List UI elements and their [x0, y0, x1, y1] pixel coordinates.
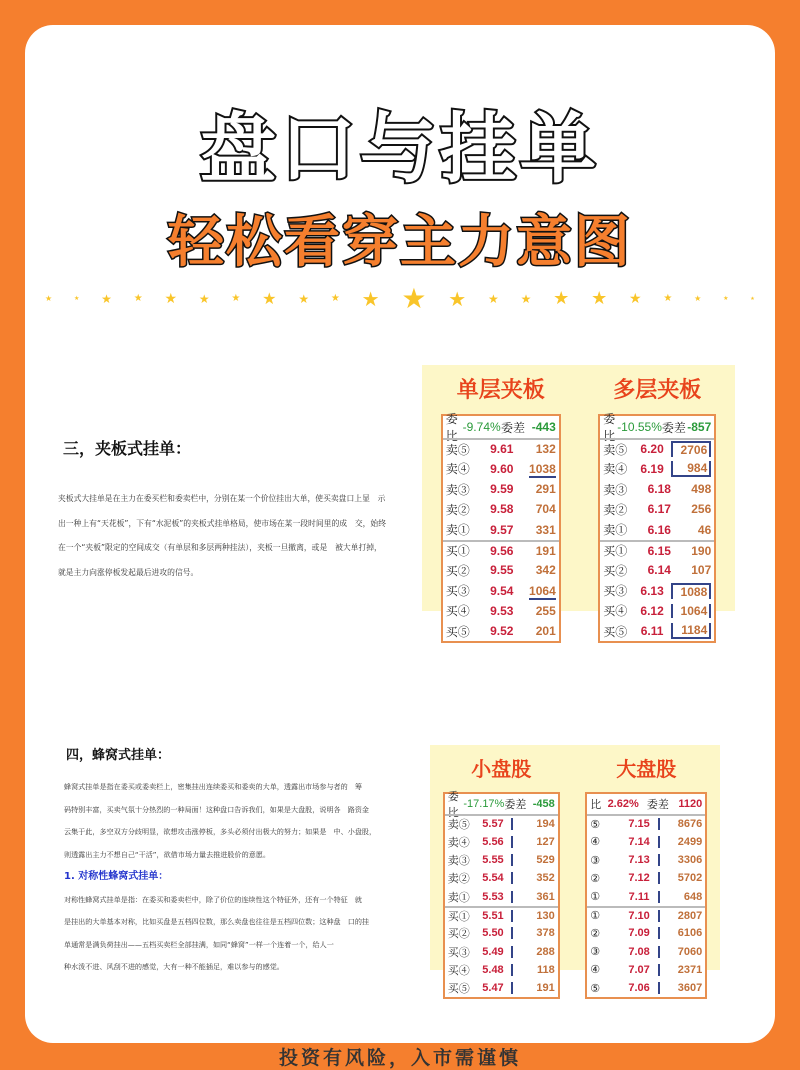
- order-book-title: 多层夹板: [613, 378, 702, 403]
- volume-value: 378: [536, 927, 555, 940]
- level-label: 卖③: [603, 482, 628, 497]
- level-label: 卖①: [445, 523, 470, 538]
- volume-value: 288: [536, 945, 555, 958]
- volume: [524, 482, 556, 496]
- level-label: 卖②: [445, 502, 470, 517]
- level-label: 买③: [447, 946, 470, 959]
- level-label: 卖④: [447, 836, 470, 849]
- volume: [524, 523, 556, 537]
- level-label: 卖③: [447, 855, 470, 868]
- level-label: ⑤: [590, 982, 601, 995]
- volume: [681, 523, 711, 537]
- page-subtitle: 轻松看穿主力意图: [168, 210, 632, 275]
- star-icon: ★: [298, 292, 310, 306]
- ratio-label: 委比: [445, 412, 458, 444]
- text-line: 就是主力向涨停板发起最后进攻的信号。: [58, 567, 199, 577]
- volume-value: 191: [536, 982, 555, 995]
- order-row: [445, 979, 558, 997]
- sub-heading: 1. 对称性蜂窝式挂单：: [64, 871, 169, 882]
- ratio-label: 委比: [447, 791, 459, 820]
- order-book: [441, 373, 561, 639]
- price: 5.54: [482, 872, 504, 885]
- level-label: 卖②: [603, 502, 628, 517]
- level-label: 买③: [603, 584, 628, 599]
- volume: [524, 604, 556, 618]
- price: 5.49: [482, 945, 504, 958]
- price: 6.13: [640, 583, 664, 598]
- price: 9.55: [490, 563, 514, 578]
- volume: [658, 818, 702, 830]
- volume-value: 194: [536, 818, 555, 831]
- ratio-value: -17.17%: [463, 798, 505, 811]
- level-label: 买①: [447, 910, 470, 923]
- level-label: 买④: [445, 604, 470, 619]
- volume: [681, 502, 711, 516]
- order-row: [600, 479, 714, 499]
- volume-value: 255: [535, 603, 556, 618]
- order-book-table: [443, 792, 560, 999]
- price: 9.59: [490, 482, 514, 497]
- order-row: [600, 621, 714, 641]
- volume-value: 342: [535, 563, 556, 578]
- section3-text: [58, 487, 414, 585]
- price: 6.11: [640, 624, 664, 639]
- level-label: 买①: [445, 544, 470, 559]
- text-line: 云集于此，多空双方分歧明显，欲想攻击涨停板，多头必须付出极大的努力；如果是 中、小盘股，: [64, 827, 377, 836]
- volume: [511, 910, 555, 922]
- order-book-title: 小盘股: [471, 757, 532, 781]
- order-book-table: [598, 414, 716, 643]
- risk-footer: 投资有风险，入市需谨慎: [278, 1047, 521, 1069]
- price: 6.14: [647, 563, 671, 578]
- star-icon: ★: [133, 293, 143, 304]
- volume: [511, 891, 555, 903]
- price: 7.12: [628, 872, 650, 885]
- price: 7.10: [628, 909, 650, 922]
- order-row: [443, 621, 559, 641]
- order-row: [600, 560, 714, 580]
- order-row: [443, 499, 559, 519]
- star-icon: ★: [101, 292, 112, 306]
- volume-value: 8676: [677, 818, 703, 831]
- order-row: [445, 942, 558, 960]
- order-row: [443, 438, 559, 458]
- volume: [671, 441, 711, 457]
- order-row: [445, 924, 558, 942]
- volume: [681, 482, 711, 496]
- volume: [658, 964, 702, 976]
- volume: [658, 946, 702, 958]
- order-row: [445, 887, 558, 905]
- order-row: [600, 580, 714, 600]
- text-line: 蜂窝式挂单是指在委买或委卖栏上，密集挂出连续委买和委卖的大单，透露出市场参与者的 筹: [64, 782, 362, 791]
- level-label: 卖①: [447, 891, 470, 904]
- star-icon: ★: [591, 288, 608, 309]
- order-row: [445, 814, 558, 832]
- level-label: 卖①: [603, 523, 628, 538]
- order-book-table: [585, 792, 707, 999]
- ratio-row: [587, 794, 705, 814]
- price: 9.58: [490, 502, 514, 517]
- price: 5.56: [482, 835, 504, 848]
- level-label: ③: [590, 946, 601, 959]
- level-label: 买④: [603, 604, 628, 619]
- volume-value: 498: [691, 482, 712, 497]
- volume: [658, 982, 702, 994]
- price: 6.12: [640, 603, 664, 618]
- price: 5.57: [482, 818, 504, 831]
- volume: [671, 583, 711, 599]
- price: 5.53: [482, 890, 504, 903]
- price: 6.19: [640, 461, 664, 476]
- text-line: 出一种上有“天花板”，下有“水泥板”的夹板式挂单格局，使市场在某一段时间里的成 交，始终: [58, 518, 387, 528]
- volume: [524, 544, 556, 558]
- ratio-row: [445, 791, 558, 820]
- price: 7.07: [628, 963, 650, 976]
- order-row: [443, 580, 559, 600]
- volume-value: 190: [691, 543, 712, 558]
- star-icon: ★: [520, 292, 532, 306]
- price: 7.13: [628, 854, 650, 867]
- order-row: [587, 887, 705, 905]
- level-label: 卖②: [447, 873, 470, 886]
- price: 5.48: [482, 963, 504, 976]
- price: 9.60: [490, 461, 514, 476]
- star-icon: ★: [553, 288, 570, 309]
- volume-value: 201: [535, 624, 556, 639]
- volume: [671, 604, 711, 618]
- order-book: [598, 373, 716, 639]
- order-row: [443, 519, 559, 539]
- order-book: [585, 753, 707, 995]
- volume-value: 2371: [677, 963, 703, 976]
- panel-clamp: [422, 365, 735, 639]
- ratio-row: [443, 412, 559, 444]
- price: 7.08: [628, 945, 650, 958]
- volume-value: 7060: [677, 945, 703, 958]
- ratio-value: -10.55%: [617, 420, 662, 435]
- price: 7.09: [628, 927, 650, 940]
- text-line: 是挂出的大单基本对称，比如买盘是五档四位数，那么卖盘也往往是五档四位数；这种盘 口的挂: [64, 917, 370, 926]
- level-label: ④: [590, 964, 601, 977]
- order-row: [587, 924, 705, 942]
- star-icon: ★: [361, 287, 380, 311]
- ratio-value: 2.62%: [607, 798, 639, 811]
- level-label: ④: [590, 836, 601, 849]
- volume: [511, 854, 555, 866]
- star-icon: ★: [723, 295, 729, 302]
- volume: [511, 872, 555, 884]
- volume-value: 331: [535, 522, 556, 537]
- volume: [681, 544, 711, 558]
- star-icon: ★: [330, 293, 340, 304]
- volume: [511, 836, 555, 848]
- order-row: [443, 540, 559, 560]
- volume-value: 1064: [529, 583, 556, 598]
- volume: [671, 623, 711, 639]
- level-label: 卖③: [445, 482, 470, 497]
- order-row: [600, 601, 714, 621]
- price: 9.52: [490, 624, 514, 639]
- order-row: [600, 519, 714, 539]
- level-label: 卖④: [603, 462, 628, 477]
- order-row: [443, 560, 559, 580]
- volume: [511, 818, 555, 830]
- text-line: 种水泼不进、风刮不进的感觉，大有一种不能插足，难以参与的感觉。: [64, 962, 284, 971]
- price: 9.53: [490, 603, 514, 618]
- volume-value: 118: [537, 963, 555, 976]
- level-label: ②: [590, 927, 601, 940]
- text-line: 码特别丰富，买卖气氛十分热烈的一种局面！这种盘口告诉我们，如果是大盘股，说明各 路资金: [64, 804, 370, 814]
- order-row: [587, 869, 705, 887]
- diff-value: -443: [531, 420, 556, 435]
- level-label: 买①: [603, 544, 628, 559]
- level-label: 卖⑤: [445, 442, 470, 457]
- price: 6.16: [647, 522, 671, 537]
- price: 5.55: [482, 854, 504, 867]
- volume-value: 2706: [680, 443, 708, 458]
- order-row: [587, 906, 705, 924]
- order-book: [443, 753, 560, 996]
- level-label: 卖⑤: [603, 442, 628, 457]
- order-row: [587, 942, 705, 960]
- level-label: 买③: [445, 584, 470, 599]
- volume-value: 132: [535, 442, 556, 457]
- volume-value: 107: [691, 563, 712, 578]
- text-line: 夹板式大挂单是在主力在委买栏和委卖栏中，分别在某一个价位挂出大单，使买卖盘口上显 示: [58, 494, 386, 503]
- volume: [671, 461, 711, 477]
- text-line: 单通常是满负荷挂出——五档买卖栏全部挂满，如同“蜂窝”一样一个连着一个，给人一: [64, 939, 334, 949]
- price: 9.56: [490, 543, 514, 558]
- volume-value: 529: [536, 854, 555, 867]
- price: 7.15: [628, 818, 650, 831]
- ratio-label: 比: [590, 799, 602, 812]
- star-icon: ★: [198, 292, 210, 306]
- volume: [511, 964, 555, 976]
- volume: [658, 927, 702, 939]
- volume: [524, 563, 556, 577]
- volume-value: 648: [683, 890, 703, 903]
- level-label: ①: [590, 891, 601, 904]
- order-row: [443, 459, 559, 479]
- price: 7.06: [628, 982, 650, 995]
- volume: [658, 872, 702, 884]
- volume: [511, 927, 555, 939]
- section4-text: [64, 776, 414, 979]
- price: 6.20: [640, 442, 664, 457]
- order-book-title: 大盘股: [616, 757, 677, 781]
- price: 5.51: [482, 909, 504, 922]
- volume: [658, 836, 702, 848]
- star-icon: ★: [488, 292, 499, 306]
- volume-value: 1184: [681, 623, 708, 638]
- volume: [511, 982, 555, 994]
- diff-label: 委差: [646, 799, 669, 812]
- price: 9.57: [490, 522, 514, 537]
- order-row: [600, 459, 714, 479]
- volume-value: 361: [536, 890, 555, 903]
- volume-value: 46: [697, 522, 712, 537]
- diff-value: -857: [687, 420, 712, 435]
- volume-value: 291: [535, 482, 556, 497]
- volume: [524, 462, 556, 476]
- level-label: 买②: [603, 563, 628, 578]
- order-row: [445, 869, 558, 887]
- order-row: [443, 601, 559, 621]
- volume-value: 130: [536, 909, 555, 922]
- order-row: [587, 814, 705, 832]
- diff-label: 委差: [661, 420, 686, 435]
- volume-value: 984: [687, 460, 708, 475]
- star-icon: ★: [73, 295, 80, 302]
- order-row: [587, 961, 705, 979]
- section4-heading: 四，蜂窝式挂单：: [66, 748, 171, 763]
- volume-value: 704: [535, 502, 556, 517]
- volume-value: 6106: [677, 927, 703, 940]
- page-title: 盘口与挂单: [200, 104, 600, 193]
- volume: [658, 891, 702, 903]
- diff-value: -458: [532, 798, 555, 811]
- volume: [658, 910, 702, 922]
- price: 9.61: [490, 442, 514, 457]
- level-label: 卖④: [445, 462, 470, 477]
- star-icon: ★: [448, 287, 467, 311]
- ratio-row: [600, 412, 714, 444]
- star-icon: ★: [694, 294, 702, 303]
- order-row: [600, 438, 714, 458]
- order-row: [445, 906, 558, 924]
- volume-value: 256: [691, 502, 712, 517]
- order-row: [443, 479, 559, 499]
- volume-value: 191: [535, 543, 556, 558]
- level-label: 买⑤: [445, 624, 470, 639]
- price: 6.18: [647, 482, 671, 497]
- volume-value: 2499: [677, 835, 703, 848]
- price: 9.54: [490, 583, 514, 598]
- volume: [524, 442, 556, 456]
- volume: [524, 624, 556, 638]
- star-divider: [45, 282, 755, 315]
- level-label: 买⑤: [447, 983, 470, 996]
- order-row: [445, 961, 558, 979]
- volume-value: 127: [536, 835, 555, 848]
- star-icon: ★: [401, 282, 427, 315]
- text-line: 则透露出主力不想自己“干活”，欲借市场力量去推进股价的意愿。: [64, 849, 270, 859]
- star-icon: ★: [262, 289, 277, 308]
- star-icon: ★: [45, 294, 53, 303]
- volume-value: 1064: [680, 603, 708, 618]
- ratio-label: 委比: [603, 412, 616, 444]
- text-line: 对称性蜂窝式挂单是指：在委买和委卖栏中，除了价位的连续性这个特征外，还有一个特征 就: [64, 894, 362, 904]
- volume-value: 2807: [677, 909, 703, 922]
- volume-value: 5702: [677, 872, 703, 885]
- level-label: ②: [590, 872, 601, 885]
- level-label: 买②: [445, 563, 470, 578]
- order-book-table: [441, 414, 561, 643]
- diff-label: 委差: [504, 799, 527, 812]
- volume: [524, 584, 556, 598]
- price: 6.15: [647, 543, 671, 558]
- star-icon: ★: [663, 293, 673, 304]
- volume: [524, 502, 556, 516]
- panel-honeycomb: [430, 745, 720, 996]
- order-row: [445, 851, 558, 869]
- order-row: [587, 979, 705, 997]
- price: 5.50: [482, 927, 504, 940]
- star-icon: ★: [164, 291, 178, 307]
- order-row: [587, 833, 705, 851]
- volume-value: 3306: [677, 854, 703, 867]
- star-icon: ★: [231, 293, 241, 304]
- volume-value: 3607: [677, 982, 703, 995]
- order-row: [587, 851, 705, 869]
- volume: [658, 854, 702, 866]
- volume-value: 352: [536, 872, 555, 885]
- level-label: ③: [590, 854, 601, 867]
- volume-value: 1038: [529, 461, 556, 476]
- volume-value: 1088: [680, 584, 708, 599]
- volume: [511, 946, 555, 958]
- text-line: 在一个“夹板”限定的空间成交（有单层和多层两种挂法），夹板一旦撤离，或是 被大单打掉，: [58, 543, 382, 552]
- price: 7.11: [628, 890, 650, 903]
- order-row: [600, 540, 714, 560]
- level-label: 买⑤: [603, 624, 628, 639]
- star-icon: ★: [750, 295, 755, 302]
- order-book-title: 单层夹板: [456, 378, 545, 403]
- price: 6.17: [647, 502, 671, 517]
- order-row: [600, 499, 714, 519]
- price: 5.47: [482, 982, 504, 995]
- level-label: 买②: [447, 928, 470, 941]
- star-icon: ★: [629, 291, 642, 307]
- section3-heading: 三，夹板式挂单：: [63, 439, 192, 458]
- level-label: ⑤: [590, 818, 601, 831]
- price: 7.14: [628, 835, 650, 848]
- volume: [681, 563, 711, 577]
- level-label: 买④: [447, 964, 470, 977]
- order-row: [445, 833, 558, 851]
- diff-value: 1120: [678, 798, 703, 811]
- diff-label: 委差: [501, 420, 526, 435]
- level-label: ①: [590, 910, 601, 923]
- level-label: 卖⑤: [447, 819, 470, 832]
- ratio-value: -9.74%: [462, 420, 501, 435]
